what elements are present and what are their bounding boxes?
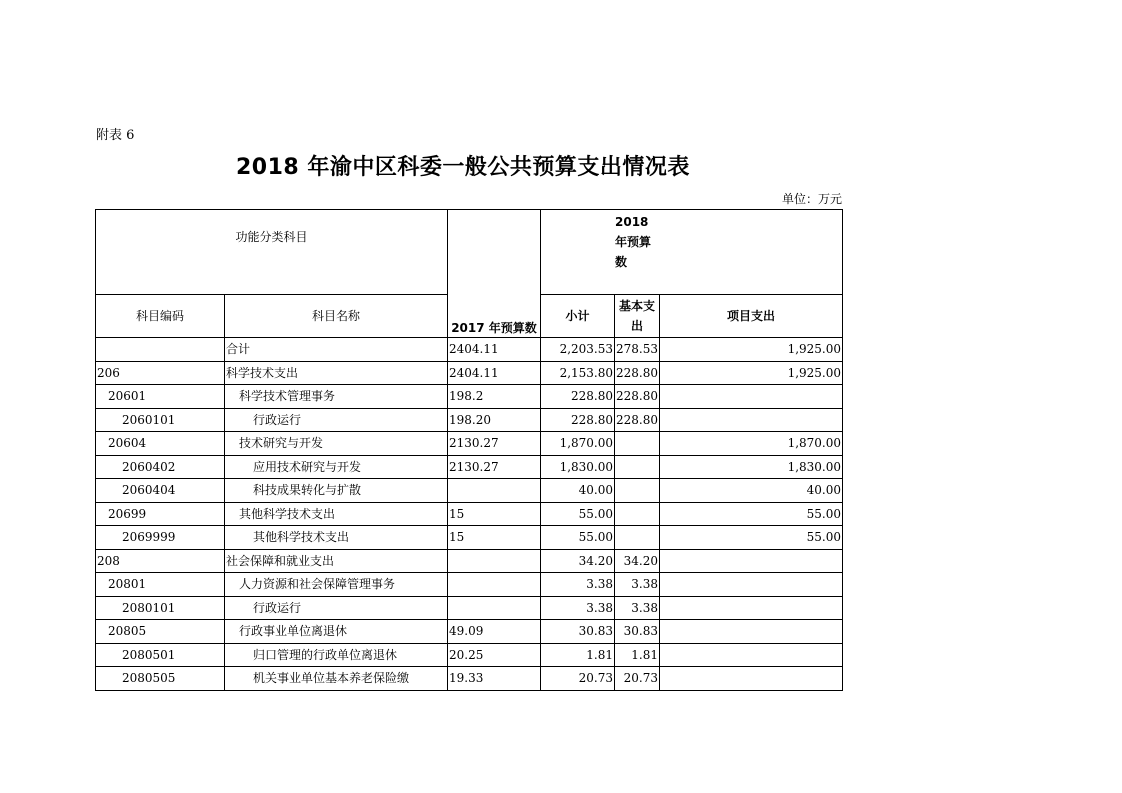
name-cell: 应用技术研究与开发	[225, 455, 448, 479]
name-cell: 科技成果转化与扩散	[225, 479, 448, 503]
code-cell: 20601	[96, 385, 225, 409]
table-row	[96, 432, 843, 456]
budget-2017-cell: 198.2	[448, 385, 541, 409]
table-row	[96, 667, 843, 691]
budget-2017-cell	[448, 596, 541, 620]
subtotal-cell: 1.81	[541, 643, 615, 667]
subtotal-cell: 3.38	[541, 596, 615, 620]
basic-expenditure-cell: 228.80	[615, 408, 660, 432]
project-expenditure-cell	[660, 573, 843, 597]
code-cell: 2080101	[96, 596, 225, 620]
unit-label: 单位：万元	[781, 192, 842, 206]
project-expenditure-cell	[660, 385, 843, 409]
budget-2017-cell: 2404.11	[448, 361, 541, 385]
subtotal-cell: 228.80	[541, 385, 615, 409]
subtotal-cell: 1,830.00	[541, 455, 615, 479]
budget-2017-cell: 2130.27	[448, 455, 541, 479]
basic-expenditure-cell: 278.53	[615, 338, 660, 362]
project-expenditure-cell: 1,830.00	[660, 455, 843, 479]
code-cell: 20604	[96, 432, 225, 456]
budget-2017-cell: 19.33	[448, 667, 541, 691]
functional-category-header: 功能分类科目	[96, 210, 448, 295]
code-cell: 2060101	[96, 408, 225, 432]
table-row	[96, 596, 843, 620]
code-cell: 20699	[96, 502, 225, 526]
table-row	[96, 573, 843, 597]
basic-expenditure-cell: 228.80	[615, 385, 660, 409]
name-cell: 归口管理的行政单位离退休	[225, 643, 448, 667]
table-row	[96, 408, 843, 432]
budget-2017-cell: 15	[448, 526, 541, 550]
budget-2017-cell	[448, 549, 541, 573]
code-cell: 2069999	[96, 526, 225, 550]
project-expenditure-cell: 55.00	[660, 502, 843, 526]
budget-2017-cell: 2404.11	[448, 338, 541, 362]
code-cell: 206	[96, 361, 225, 385]
subtotal-cell: 228.80	[541, 408, 615, 432]
page-title: 2018 年渝中区科委一般公共预算支出情况表	[236, 155, 690, 180]
project-expenditure-cell	[660, 408, 843, 432]
budget-2017-cell	[448, 479, 541, 503]
basic-expenditure-cell: 1.81	[615, 643, 660, 667]
name-cell: 行政运行	[225, 596, 448, 620]
project-expenditure-cell: 55.00	[660, 526, 843, 550]
project-expenditure-cell	[660, 549, 843, 573]
header-row-1	[96, 210, 843, 295]
table-row	[96, 620, 843, 644]
subtotal-cell: 30.83	[541, 620, 615, 644]
subtotal-cell: 55.00	[541, 502, 615, 526]
code-cell: 2060402	[96, 455, 225, 479]
table-row	[96, 361, 843, 385]
table-row	[96, 526, 843, 550]
subtotal-cell: 3.38	[541, 573, 615, 597]
project-expenditure-cell: 1,925.00	[660, 361, 843, 385]
subtotal-cell: 1,870.00	[541, 432, 615, 456]
project-expenditure-cell	[660, 620, 843, 644]
name-cell: 合计	[225, 338, 448, 362]
name-header: 科目名称	[225, 295, 448, 338]
basic-expenditure-cell: 3.38	[615, 573, 660, 597]
code-header: 科目编码	[96, 295, 225, 338]
code-cell	[96, 338, 225, 362]
basic-expenditure-cell: 34.20	[615, 549, 660, 573]
basic-expenditure-cell	[615, 526, 660, 550]
budget-2018-header-text: 2018 年预算数	[615, 215, 652, 269]
table-row	[96, 479, 843, 503]
table-row	[96, 455, 843, 479]
budget-2018-header	[541, 210, 843, 295]
code-cell: 2080501	[96, 643, 225, 667]
budget-2017-cell: 198.20	[448, 408, 541, 432]
table-row	[96, 643, 843, 667]
basic-expenditure-cell: 3.38	[615, 596, 660, 620]
basic-expenditure-cell: 228.80	[615, 361, 660, 385]
basic-expenditure-cell	[615, 432, 660, 456]
project-expenditure-header: 项目支出	[660, 295, 843, 338]
basic-expenditure-cell	[615, 479, 660, 503]
name-cell: 技术研究与开发	[225, 432, 448, 456]
budget-2017-cell: 20.25	[448, 643, 541, 667]
project-expenditure-cell: 1,870.00	[660, 432, 843, 456]
code-cell: 20801	[96, 573, 225, 597]
annex-label: 附表 6	[96, 128, 135, 143]
project-expenditure-cell	[660, 667, 843, 691]
basic-expenditure-cell	[615, 455, 660, 479]
subtotal-cell: 2,203.53	[541, 338, 615, 362]
name-cell: 行政事业单位离退休	[225, 620, 448, 644]
table-row	[96, 549, 843, 573]
name-cell: 科学技术支出	[225, 361, 448, 385]
project-expenditure-cell	[660, 643, 843, 667]
basic-expenditure-cell: 20.73	[615, 667, 660, 691]
name-cell: 其他科学技术支出	[225, 526, 448, 550]
subtotal-cell: 20.73	[541, 667, 615, 691]
subtotal-cell: 55.00	[541, 526, 615, 550]
project-expenditure-cell: 40.00	[660, 479, 843, 503]
project-expenditure-cell	[660, 596, 843, 620]
budget-2017-cell	[448, 573, 541, 597]
basic-expenditure-cell: 30.83	[615, 620, 660, 644]
name-cell: 其他科学技术支出	[225, 502, 448, 526]
code-cell: 208	[96, 549, 225, 573]
subtotal-cell: 34.20	[541, 549, 615, 573]
name-cell: 人力资源和社会保障管理事务	[225, 573, 448, 597]
budget-2017-cell: 15	[448, 502, 541, 526]
name-cell: 机关事业单位基本养老保险缴	[225, 667, 448, 691]
subtotal-cell: 2,153.80	[541, 361, 615, 385]
name-cell: 社会保障和就业支出	[225, 549, 448, 573]
code-cell: 2060404	[96, 479, 225, 503]
basic-expenditure-cell	[615, 502, 660, 526]
code-cell: 20805	[96, 620, 225, 644]
budget-2017-cell: 2130.27	[448, 432, 541, 456]
budget-2017-cell: 49.09	[448, 620, 541, 644]
budget-table	[95, 209, 843, 691]
name-cell: 科学技术管理事务	[225, 385, 448, 409]
code-cell: 2080505	[96, 667, 225, 691]
subtotal-header: 小计	[541, 295, 615, 338]
budget-2017-header: 2017 年预算数	[448, 210, 541, 338]
table-row	[96, 338, 843, 362]
table-row	[96, 502, 843, 526]
project-expenditure-cell: 1,925.00	[660, 338, 843, 362]
subtotal-cell: 40.00	[541, 479, 615, 503]
table-row	[96, 385, 843, 409]
name-cell: 行政运行	[225, 408, 448, 432]
basic-expenditure-header: 基本支出	[615, 295, 660, 338]
